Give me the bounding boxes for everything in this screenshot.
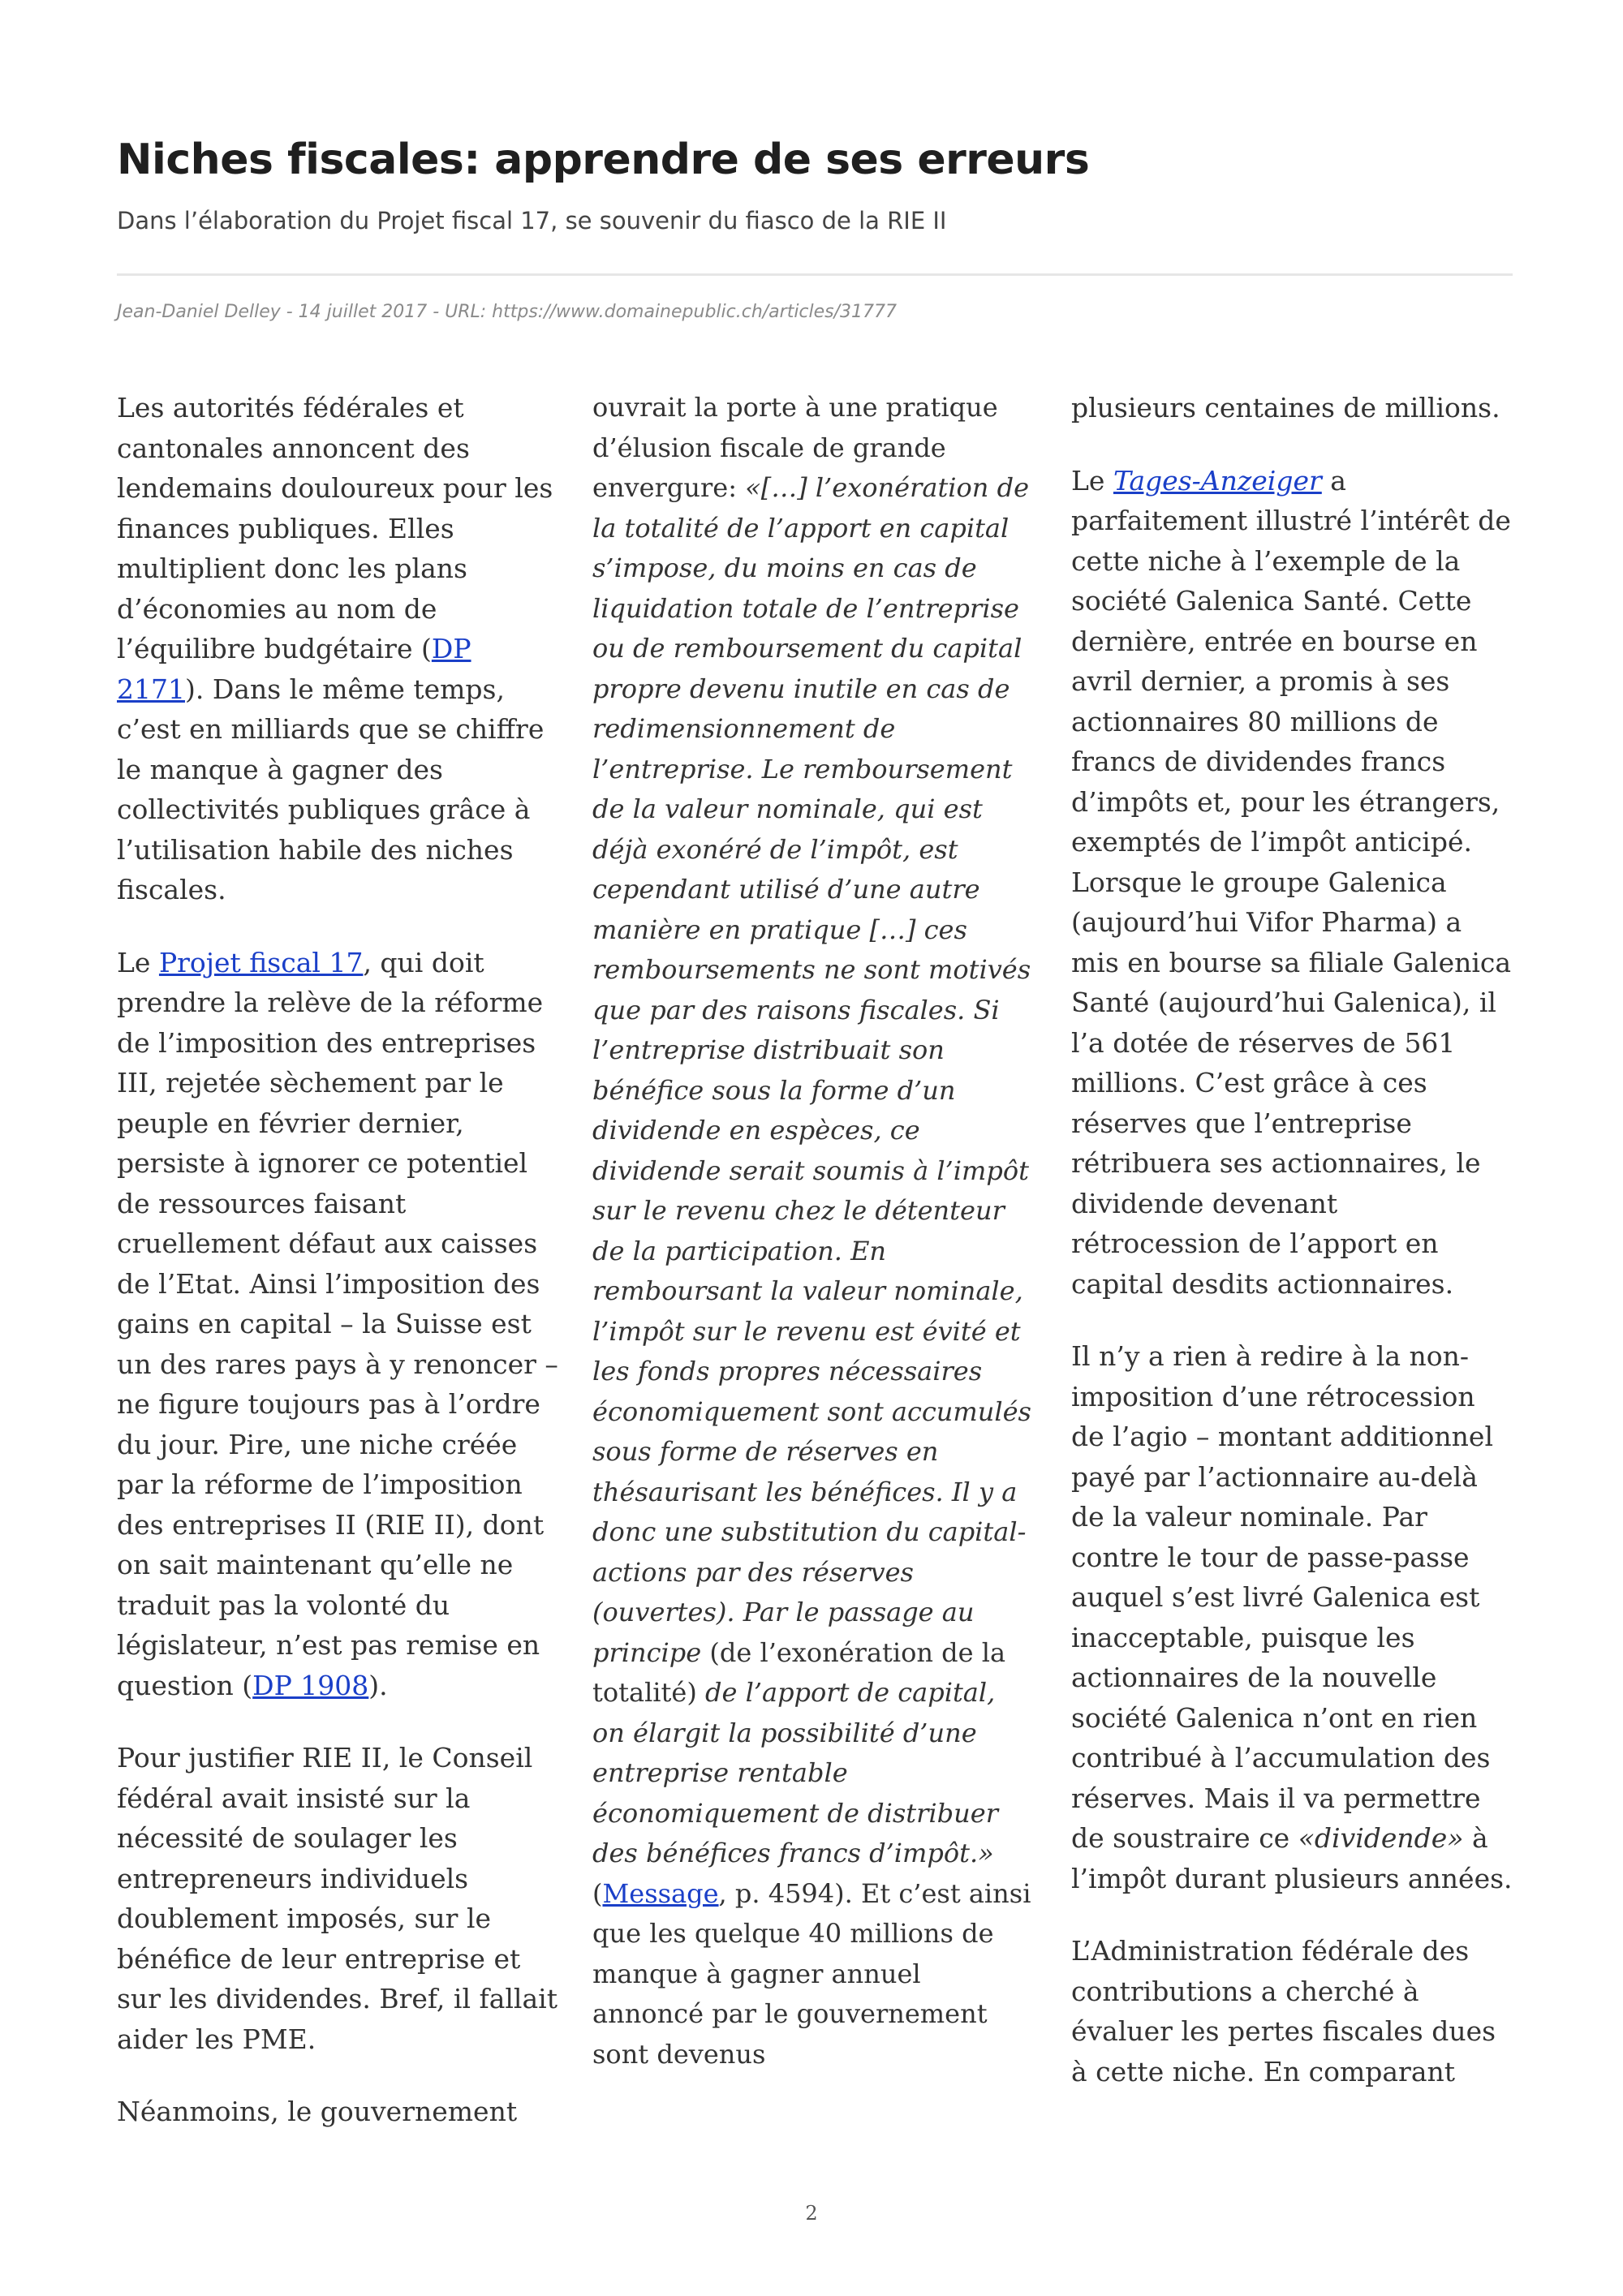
paragraph: ouvrait la porte à une pratique d’élusion fiscale de grande envergure: «[…] l’exonération de la totalité de l’apport en capital s’impose, du moins en cas de liquidation totale de l’entreprise ou de remboursement du capital propre devenu inutile en cas de redimensionnement de l’entreprise. Le remboursement de la valeur nominale, qui est déjà exonéré de l’impôt, est cependant utilisé d’une autre manière en pratique […] ces remboursements ne sont motivés que par des raisons fiscales. Si l’entreprise distribuait son bénéfice sous la forme d’un dividende en espèces, ce dividende serait soumis à l’impôt sur le revenu chez le détenteur de la participation. En remboursant la valeur nominale, l’impôt sur le revenu est évité et les fonds propres nécessaires économiquement sont accumulés sous forme de réserves en thésaurisant les bénéfices. Il y a donc une substitution du capital-actions par des réserves (ouvertes). Par le passage au principe (de l’exonération de la totalité) de l’apport de capital, on élargit la possibilité d’une entreprise rentable économiquement de distribuer des bénéfices francs d’impôt.» (Message, p. 4594). Et c’est ainsi que les quelque 40 millions de manque à gagner annuel annoncé par le gouvernement sont devenus bbox=[592, 392, 1031, 2070]
paragraph: L’Administration fédérale des contributions a cherché à évaluer les pertes fiscales dues à cette niche. En comparant bbox=[1071, 1935, 1496, 2087]
page-number: 2 bbox=[805, 2202, 818, 2225]
paragraph: Pour justifier RIE II, le Conseil fédéral avait insisté sur la nécessité de soulager les entrepreneurs individuels doublement imposés, sur le bénéfice de leur entreprise et sur les dividendes. Bref, il fallait aider les PME. bbox=[117, 1742, 558, 2055]
article-subtitle: Dans l’élaboration du Projet fiscal 17, se souvenir du fiasco de la RIE II bbox=[117, 207, 947, 234]
quotation: de l’apport de capital, on élargit la possibilité d’une entreprise rentable économiquement de distribuer des bénéfices francs d’impôt.» bbox=[592, 1677, 998, 1868]
article-meta: Jean-Daniel Delley - 14 juillet 2017 - URL: https://www.domainepublic.ch/articles/31777 bbox=[117, 302, 898, 322]
column-2 bbox=[592, 388, 1035, 2075]
link-dp-1908[interactable]: DP 1908 bbox=[252, 1669, 369, 1701]
paragraph: Néanmoins, le gouvernement bbox=[117, 2096, 518, 2127]
column-1 bbox=[117, 388, 559, 2132]
link-tages-anzeiger[interactable]: Tages-Anzeiger bbox=[1113, 464, 1322, 497]
quotation: «[…] l’exonération de la totalité de l’apport en capital s’impose, du moins en cas de liquidation totale de l’entreprise ou de remboursement du capital propre devenu inutile en cas de redimensionnement de l’entreprise. Le remboursement de la valeur nominale, qui est déjà exonéré de l’impôt, est cependant utilisé d’une autre manière en pratique […] ces remboursements ne sont motivés que par des raisons fiscales. Si l’entreprise distribuait son bénéfice sous la forme d’un dividende en espèces, ce dividende serait soumis à l’impôt sur le revenu chez le détenteur de la participation. En remboursant la valeur nominale, l’impôt sur le revenu est évité et les fonds propres nécessaires économiquement sont accumulés sous forme de réserves en thésaurisant les bénéfices. Il y a donc une substitution du capital-actions par des réserves (ouvertes). Par le passage au principe bbox=[592, 472, 1031, 1668]
paragraph: Il n’y a rien à redire à la non-imposition d’une rétrocession de l’agio – montant additionnel payé par l’actionnaire au-delà de la valeur nominale. Par contre le tour de passe-passe auquel s’est livré Galenica est inacceptable, puisque les actionnaires de la nouvelle société Galenica n’ont en rien contribué à l’accumulation des réserves. Mais il va permettre de soustraire ce «dividende» à l’impôt durant plusieurs années. bbox=[1071, 1340, 1513, 1894]
column-3 bbox=[1071, 388, 1513, 2092]
link-projet-fiscal-17[interactable]: Projet fiscal 17 bbox=[158, 946, 364, 978]
link-message[interactable]: Message bbox=[602, 1877, 719, 1909]
article-title: Niches fiscales: apprendre de ses erreurs bbox=[117, 135, 1090, 184]
paragraph: plusieurs centaines de millions. bbox=[1071, 392, 1500, 424]
paragraph: Les autorités fédérales et cantonales annoncent des lendemains douloureux pour les finances publiques. Elles multiplient donc les plans d’économies au nom de l’équilibre budgétaire (DP 2171). Dans le même temps, c’est en milliards que se chiffre le manque à gagner des collectivités publiques grâce à l’utilisation habile des niches fiscales. bbox=[117, 392, 553, 905]
paragraph: Le Projet fiscal 17, qui doit prendre la relève de la réforme de l’imposition des entreprises III, rejetée sèchement par le peuple en février dernier, persiste à ignorer ce potentiel de ressources faisant cruellement défaut aux caisses de l’Etat. Ainsi l’imposition des gains en capital – la Suisse est un des rares pays à y renoncer – ne figure toujours pas à l’ordre du jour. Pire, une niche créée par la réforme de l’imposition des entreprises II (RIE II), dont on sait maintenant qu’elle ne traduit pas la volonté du législateur, n’est pas remise en question (DP 1908). bbox=[117, 946, 558, 1701]
paragraph: Le Tages-Anzeiger a parfaitement illustré l’intérêt de cette niche à l’exemple de la société Galenica Santé. Cette dernière, entrée en bourse en avril dernier, a promis à ses actionnaires 80 millions de francs de dividendes francs d’impôts et, pour les étrangers, exemptés de l’impôt anticipé. Lorsque le groupe Galenica (aujourd’hui Vifor Pharma) a mis en bourse sa filiale Galenica Santé (aujourd’hui Galenica), il l’a dotée de réserves de 561 millions. C’est grâce à ces réserves que l’entreprise rétribuera ses actionnaires, le dividende devenant rétrocession de l’apport en capital desdits actionnaires. bbox=[1071, 464, 1512, 1300]
link-dp-2171[interactable]: DP 2171 bbox=[117, 633, 471, 705]
header-divider bbox=[117, 273, 1513, 276]
